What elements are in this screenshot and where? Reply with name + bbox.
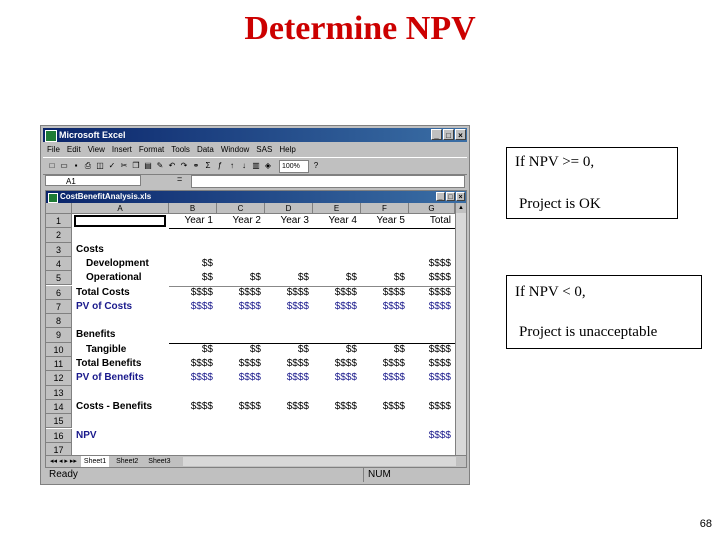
paste-icon[interactable]: ▤	[144, 161, 152, 170]
cell-r16-c5[interactable]: $$$$	[428, 429, 451, 441]
menu-file[interactable]: File	[47, 145, 60, 154]
zoom-select[interactable]: 100%	[279, 160, 309, 173]
workbook-title: CostBenefitAnalysis.xls	[60, 192, 152, 201]
workbook-icon	[48, 193, 58, 203]
col-header-d[interactable]: D	[265, 203, 313, 214]
row-header-5[interactable]: 5	[46, 271, 72, 285]
cut-icon[interactable]: ✂	[120, 161, 128, 170]
row-header-4[interactable]: 4	[46, 257, 72, 271]
menu-bar	[43, 143, 467, 156]
menu-data[interactable]: Data	[196, 145, 214, 154]
row-header-10[interactable]: 10	[46, 343, 72, 357]
label-development[interactable]: Development	[86, 257, 149, 269]
cell-r11-c3[interactable]: $$$$	[334, 358, 357, 369]
cell-r5-c2[interactable]: $$	[297, 272, 309, 284]
excel-window	[40, 125, 470, 485]
sort-desc-icon[interactable]: ↓	[242, 161, 246, 170]
row-header-7[interactable]: 7	[46, 300, 72, 314]
cell-r5-c1[interactable]: $$	[249, 272, 261, 284]
cell-r11-c0[interactable]: $$$$	[190, 358, 213, 369]
redo-icon[interactable]: ↷	[180, 161, 188, 170]
row-header-6[interactable]: 6	[46, 286, 72, 300]
row-header-16[interactable]: 16	[46, 429, 72, 443]
status-ready: Ready	[49, 469, 78, 480]
col-header-e[interactable]: E	[313, 203, 361, 214]
row-header-17[interactable]: 17	[46, 443, 72, 457]
status-num: NUM	[363, 468, 391, 482]
col-header-b[interactable]: B	[169, 203, 217, 214]
cell-r10-c3[interactable]: $$	[345, 343, 357, 355]
menu-window[interactable]: Window	[220, 145, 250, 154]
tab-sheet3[interactable]: Sheet3	[148, 458, 171, 465]
row-header-1[interactable]: 1	[46, 214, 72, 228]
cell-r12-c0[interactable]: $$$$	[190, 372, 213, 384]
select-all-corner[interactable]	[46, 203, 72, 214]
copy-icon[interactable]: ❐	[132, 161, 140, 170]
callout-npv-negative	[506, 275, 702, 349]
name-box[interactable]: A1	[45, 175, 141, 186]
row-header-8[interactable]: 8	[46, 314, 72, 328]
open-icon[interactable]: ▭	[60, 161, 68, 170]
cell-r14-c4[interactable]: $$$$	[382, 400, 405, 412]
menu-sas[interactable]: SAS	[256, 145, 273, 154]
callout-negative-line1: If NPV < 0,	[515, 284, 586, 300]
help-icon[interactable]: ?	[313, 161, 319, 170]
cell-r7-c2[interactable]: $$$$	[286, 300, 309, 312]
active-cell-a1[interactable]	[74, 215, 166, 227]
workbook-titlebar	[46, 191, 466, 203]
header-year-1[interactable]: Year 1	[184, 215, 213, 226]
cell-r5-c0[interactable]: $$	[201, 272, 213, 284]
formula-bar-row	[43, 174, 467, 188]
tab-sheet2[interactable]: Sheet2	[116, 458, 139, 465]
cell-r11-c5[interactable]: $$$$	[428, 358, 451, 369]
label-costs[interactable]: Costs	[76, 243, 104, 255]
menu-view[interactable]: View	[87, 145, 105, 154]
workbook-window	[45, 190, 467, 468]
maximize-icon[interactable]: □	[443, 129, 454, 140]
header-year-5[interactable]: Year 5	[376, 215, 405, 226]
cell-r4-c0[interactable]: $$	[201, 257, 213, 269]
row-header-2[interactable]: 2	[46, 228, 72, 242]
excel-app-icon	[45, 130, 57, 142]
cell-r14-c2[interactable]: $$$$	[286, 400, 309, 412]
cell-r10-c5[interactable]: $$$$	[428, 343, 451, 355]
cell-r12-c4[interactable]: $$$$	[382, 372, 405, 384]
horizontal-scrollbar[interactable]	[183, 457, 456, 466]
formula-eq-sign: =	[177, 174, 183, 184]
menu-insert[interactable]: Insert	[111, 145, 132, 154]
hyperlink-icon[interactable]: ⚭	[192, 161, 200, 170]
label-npv[interactable]: NPV	[76, 429, 97, 441]
callout-negative-line2: Project is unacceptable	[519, 324, 658, 340]
cell-r6-c0[interactable]: $$$$	[190, 286, 213, 298]
cell-r7-c4[interactable]: $$$$	[382, 300, 405, 312]
menu-tools[interactable]: Tools	[171, 145, 190, 154]
cell-r11-c2[interactable]: $$$$	[286, 358, 309, 369]
cell-r4-c5[interactable]: $$$$	[428, 257, 451, 269]
callout-positive-line2: Project is OK	[519, 196, 601, 212]
col-header-c[interactable]: C	[217, 203, 265, 214]
row-header-15[interactable]: 15	[46, 414, 72, 428]
cell-r7-c3[interactable]: $$$$	[334, 300, 357, 312]
spelling-icon[interactable]: ✓	[108, 161, 116, 170]
vertical-scrollbar[interactable]	[455, 203, 466, 455]
page-number: 68	[699, 518, 712, 530]
tab-sheet1[interactable]: Sheet1	[81, 456, 109, 467]
cell-r12-c2[interactable]: $$$$	[286, 372, 309, 384]
cell-r5-c4[interactable]: $$	[393, 272, 405, 284]
tab-nav-icon[interactable]: ◂◂ ◂ ▸ ▸▸	[50, 458, 77, 465]
label-pv-costs[interactable]: PV of Costs	[76, 300, 133, 312]
cell-r12-c1[interactable]: $$$$	[238, 372, 261, 384]
callout-npv-positive	[506, 147, 678, 219]
cell-r5-c3[interactable]: $$	[345, 272, 357, 284]
chart-wizard-icon[interactable]: ▥	[252, 161, 260, 170]
formula-input[interactable]	[191, 175, 465, 188]
cell-r6-c4[interactable]: $$$$	[382, 286, 405, 298]
cell-r11-c4[interactable]: $$$$	[382, 358, 405, 369]
scroll-up-icon[interactable]: ▲	[456, 203, 466, 213]
slide-title: Determine NPV	[244, 10, 476, 47]
function-icon[interactable]: ƒ	[217, 161, 223, 170]
label-tangible[interactable]: Tangible	[86, 343, 127, 355]
row-header-11[interactable]: 11	[46, 357, 72, 371]
header-year-2[interactable]: Year 2	[232, 215, 261, 226]
minimize-icon[interactable]: _	[431, 129, 442, 140]
cell-r12-c3[interactable]: $$$$	[334, 372, 357, 384]
label-total-costs[interactable]: Total Costs	[76, 286, 130, 298]
label-pv-benefits[interactable]: PV of Benefits	[76, 372, 144, 384]
cell-r6-c1[interactable]: $$$$	[238, 286, 261, 298]
undo-icon[interactable]: ↶	[168, 161, 176, 170]
cell-r12-c5[interactable]: $$$$	[428, 372, 451, 384]
row-header-12[interactable]: 12	[46, 371, 72, 385]
wb-maximize-icon[interactable]: □	[446, 192, 455, 201]
cell-r7-c1[interactable]: $$$$	[238, 300, 261, 312]
label-benefits[interactable]: Benefits	[76, 329, 116, 341]
cell-r14-c3[interactable]: $$$$	[334, 400, 357, 412]
cell-r10-c4[interactable]: $$	[393, 343, 405, 355]
cell-r10-c1[interactable]: $$	[249, 343, 261, 355]
status-bar	[43, 468, 467, 482]
sheet-tabs-bar	[46, 455, 466, 467]
row-header-9[interactable]: 9	[46, 328, 72, 342]
col-header-a[interactable]: A	[72, 203, 169, 214]
cell-r14-c1[interactable]: $$$$	[238, 400, 261, 412]
cell-r10-c0[interactable]: $$	[201, 343, 213, 355]
cell-r5-c5[interactable]: $$$$	[428, 272, 451, 284]
standard-toolbar	[43, 157, 467, 175]
preview-icon[interactable]: ◫	[96, 161, 104, 170]
cell-r11-c1[interactable]: $$$$	[238, 358, 261, 369]
drawing-icon[interactable]: ◈	[264, 161, 272, 170]
cell-r14-c0[interactable]: $$$$	[190, 400, 213, 412]
header-total[interactable]: Total	[429, 215, 451, 226]
cell-r6-c3[interactable]: $$$$	[334, 286, 357, 298]
menu-format[interactable]: Format	[138, 145, 165, 154]
close-icon[interactable]: ×	[455, 129, 466, 140]
menu-help[interactable]: Help	[279, 145, 296, 154]
cell-r6-c2[interactable]: $$$$	[286, 286, 309, 298]
label-total-benefits[interactable]: Total Benefits	[76, 358, 142, 369]
sort-asc-icon[interactable]: ↑	[230, 161, 234, 170]
cell-r7-c5[interactable]: $$$$	[428, 300, 451, 312]
callout-positive-line1: If NPV >= 0,	[515, 154, 595, 170]
cell-r10-c2[interactable]: $$	[297, 343, 309, 355]
save-icon[interactable]: ▪	[74, 161, 78, 170]
header-year-3[interactable]: Year 3	[280, 215, 309, 226]
row-header-13[interactable]: 13	[46, 386, 72, 400]
print-icon[interactable]: ⎙	[84, 161, 92, 170]
col-header-g[interactable]: G	[409, 203, 455, 214]
format-painter-icon[interactable]: ✎	[156, 161, 164, 170]
header-year-4[interactable]: Year 4	[328, 215, 357, 226]
col-header-f[interactable]: F	[361, 203, 409, 214]
label-operational[interactable]: Operational	[86, 272, 142, 284]
cell-r7-c0[interactable]: $$$$	[190, 300, 213, 312]
row-header-3[interactable]: 3	[46, 243, 72, 257]
menu-edit[interactable]: Edit	[66, 145, 81, 154]
label-costs-minus-benefits[interactable]: Costs - Benefits	[76, 400, 153, 412]
wb-close-icon[interactable]: ×	[456, 192, 465, 201]
new-icon[interactable]: □	[49, 161, 55, 170]
excel-window-title: Microsoft Excel	[59, 130, 126, 140]
wb-minimize-icon[interactable]: _	[436, 192, 445, 201]
cell-r14-c5[interactable]: $$$$	[428, 400, 451, 412]
excel-titlebar	[43, 128, 467, 142]
row-header-14[interactable]: 14	[46, 400, 72, 414]
cell-r6-c5[interactable]: $$$$	[428, 286, 451, 298]
autosum-icon[interactable]: Σ	[205, 161, 211, 170]
